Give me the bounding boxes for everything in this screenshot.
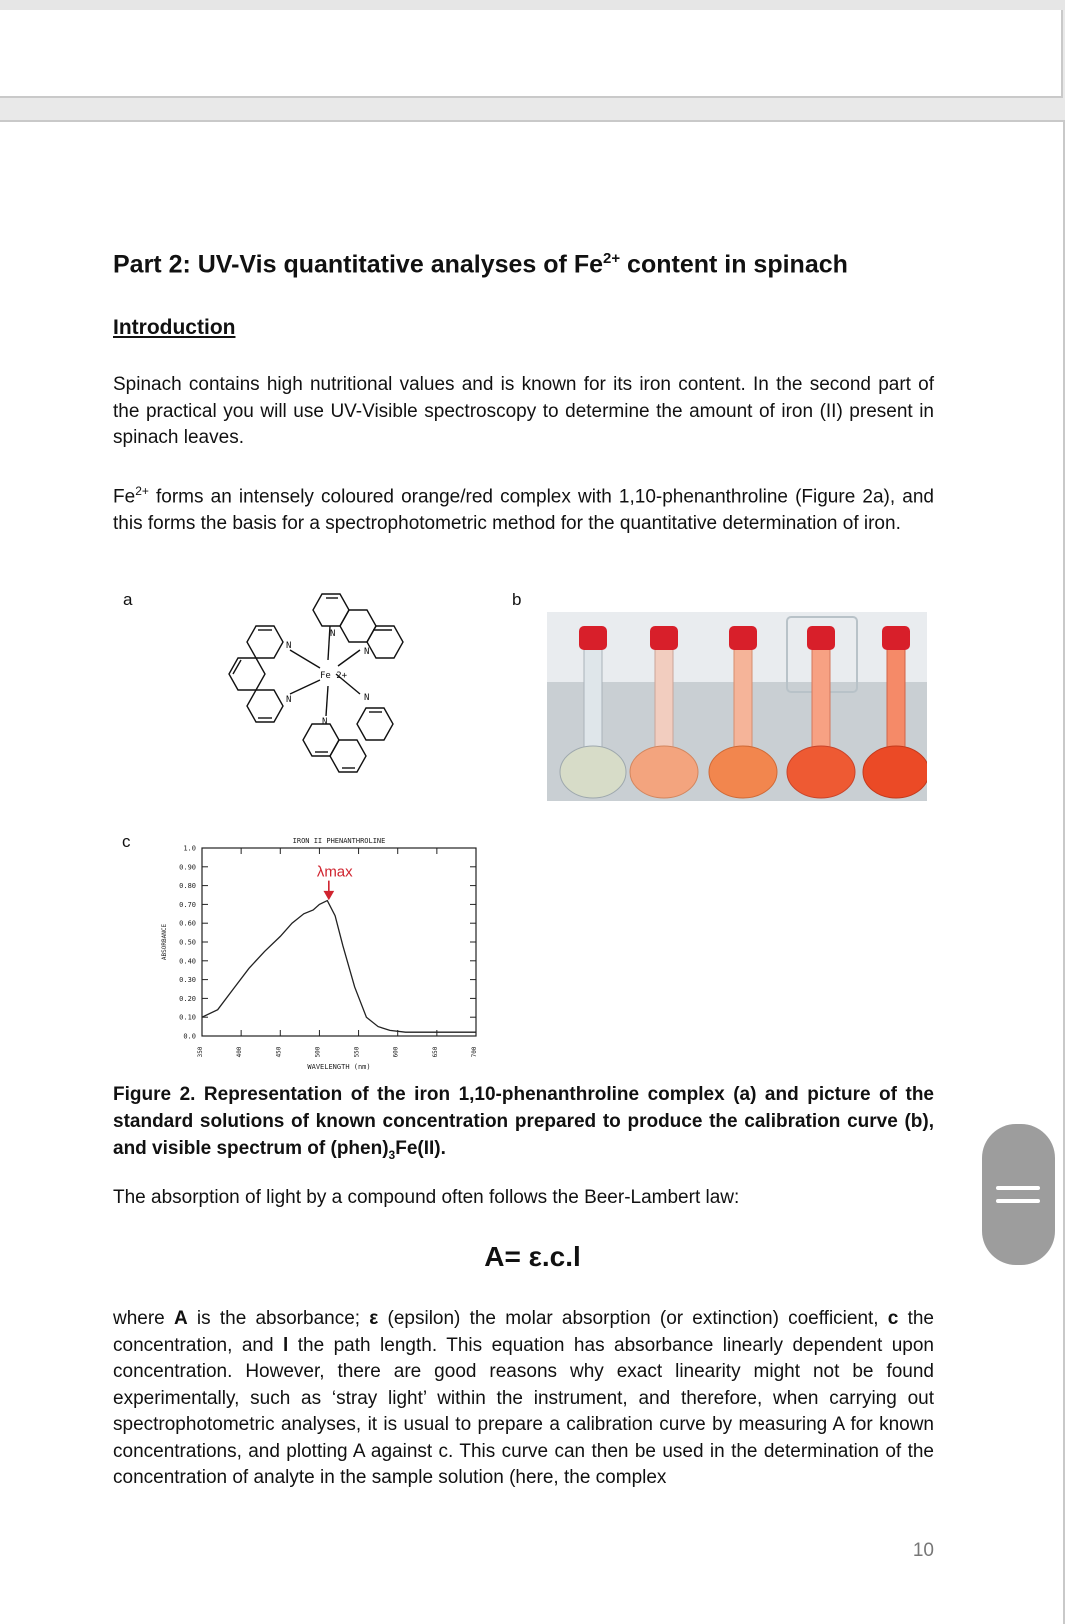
intro-paragraph: Spinach contains high nutritional values and is known for its iron content. In the second part of the practical you will use UV-Visible spectroscopy to determine the amount of iron (II) present in spinach leaves. bbox=[113, 374, 934, 448]
x-tick-label: 600 bbox=[392, 1046, 400, 1058]
lambda-max-label: λmax bbox=[316, 863, 353, 881]
atom-n: N bbox=[330, 629, 336, 639]
y-tick-label: 0.30 bbox=[179, 976, 196, 985]
y-tick-label: 0.10 bbox=[179, 1013, 196, 1022]
ring bbox=[313, 594, 349, 626]
x-tick-label: 400 bbox=[236, 1046, 244, 1058]
y-tick-label: 0.0 bbox=[183, 1032, 196, 1041]
series-line bbox=[202, 901, 476, 1033]
flasks-illustration bbox=[547, 612, 927, 801]
y-axis-label: ABSORBANCE bbox=[161, 923, 168, 961]
figure-label-c: c bbox=[122, 832, 131, 851]
atom-n: N bbox=[286, 641, 292, 651]
ring bbox=[247, 690, 283, 722]
atom-n: N bbox=[322, 717, 328, 727]
y-tick-label: 1.0 bbox=[183, 844, 196, 853]
figure-label-a: a bbox=[123, 590, 133, 609]
standard-solutions-photo bbox=[547, 612, 927, 801]
atom-n: N bbox=[286, 695, 292, 705]
y-tick-label: 0.90 bbox=[179, 863, 196, 872]
ring bbox=[340, 610, 376, 642]
atom-n: N bbox=[364, 647, 370, 657]
x-tick-label: 700 bbox=[471, 1046, 478, 1058]
absorbance-spectrum-chart bbox=[150, 826, 490, 1074]
section-heading: Introduction bbox=[113, 316, 236, 339]
metal-center-label: Fe 2+ bbox=[320, 671, 348, 681]
x-tick-label: 650 bbox=[431, 1046, 439, 1058]
y-tick-label: 0.70 bbox=[179, 900, 196, 909]
y-tick-label: 0.60 bbox=[179, 919, 196, 928]
ring bbox=[303, 724, 339, 756]
beer-lambert-equation: A= ε.c.l bbox=[484, 1241, 581, 1272]
figure-caption: Figure 2. Representation of the iron 1,10-phenanthroline complex (a) and picture of the standard solutions of known concentration prepared to produce the calibration curve (b), and visible spectrum of $(phen)_3Fe(II)$. bbox=[113, 1084, 934, 1162]
y-tick-label: 0.80 bbox=[179, 882, 196, 891]
beer-lambert-intro: The absorption of light by a compound often follows the Beer-Lambert law: bbox=[113, 1187, 740, 1208]
atom-n: N bbox=[364, 693, 370, 703]
complex-paragraph: $Fe^{2+}$ forms an intensely coloured orange/red complex with 1,10-phenanthroline (Figure 2a), and this forms the basis for a spectrophotometric method for the quantitative determination of iron. bbox=[113, 484, 934, 534]
lambda-max-arrow bbox=[325, 881, 333, 899]
ring bbox=[357, 708, 393, 740]
phenanthroline-complex-structure bbox=[220, 588, 440, 784]
x-axis-label: WAVELENGTH (nm) bbox=[307, 1063, 371, 1071]
chart-title: IRON II PHENANTHROLINE bbox=[292, 837, 386, 845]
x-tick-label: 550 bbox=[353, 1046, 361, 1058]
page-number: 10 bbox=[912, 1540, 934, 1561]
x-tick-label: 500 bbox=[314, 1046, 322, 1058]
drag-handle-icon bbox=[996, 1186, 1040, 1190]
drag-handle-icon bbox=[996, 1199, 1040, 1203]
ring bbox=[330, 740, 366, 772]
beer-lambert-explanation: where A is the absorbance; ε (epsilon) the molar absorption (or extinction) coefficient, c the concentration, and l the path length. This equation has absorbance linearly dependent upon concentration. However, there are good reasons why exact linearity might not be found experimentally, such as ‘stray light’ within the instrument, and therefore, when carrying out spectrophotometric analyses, it is usual to prepare a calibration curve by measuring A for known concentrations, and plotting A against c. This curve can then be used in the determination of the concentration of analyte in the sample solution (here, the complex bbox=[113, 1308, 934, 1488]
ring bbox=[229, 658, 265, 690]
y-tick-label: 0.50 bbox=[179, 938, 196, 947]
y-tick-label: 0.20 bbox=[179, 994, 196, 1003]
x-tick-label: 350 bbox=[197, 1046, 204, 1058]
y-tick-label: 0.40 bbox=[179, 957, 196, 966]
page-title: Part 2: UV-Vis quantitative analyses of $Fe^{2+}$ content in spinach bbox=[113, 250, 848, 279]
previous-page bbox=[0, 10, 1063, 98]
figure-label-b: b bbox=[512, 590, 522, 609]
window-top-strip bbox=[0, 0, 1065, 10]
ring bbox=[247, 626, 283, 658]
ring bbox=[367, 626, 403, 658]
x-tick-label: 450 bbox=[275, 1046, 283, 1058]
scroll-handle[interactable] bbox=[982, 1124, 1055, 1265]
